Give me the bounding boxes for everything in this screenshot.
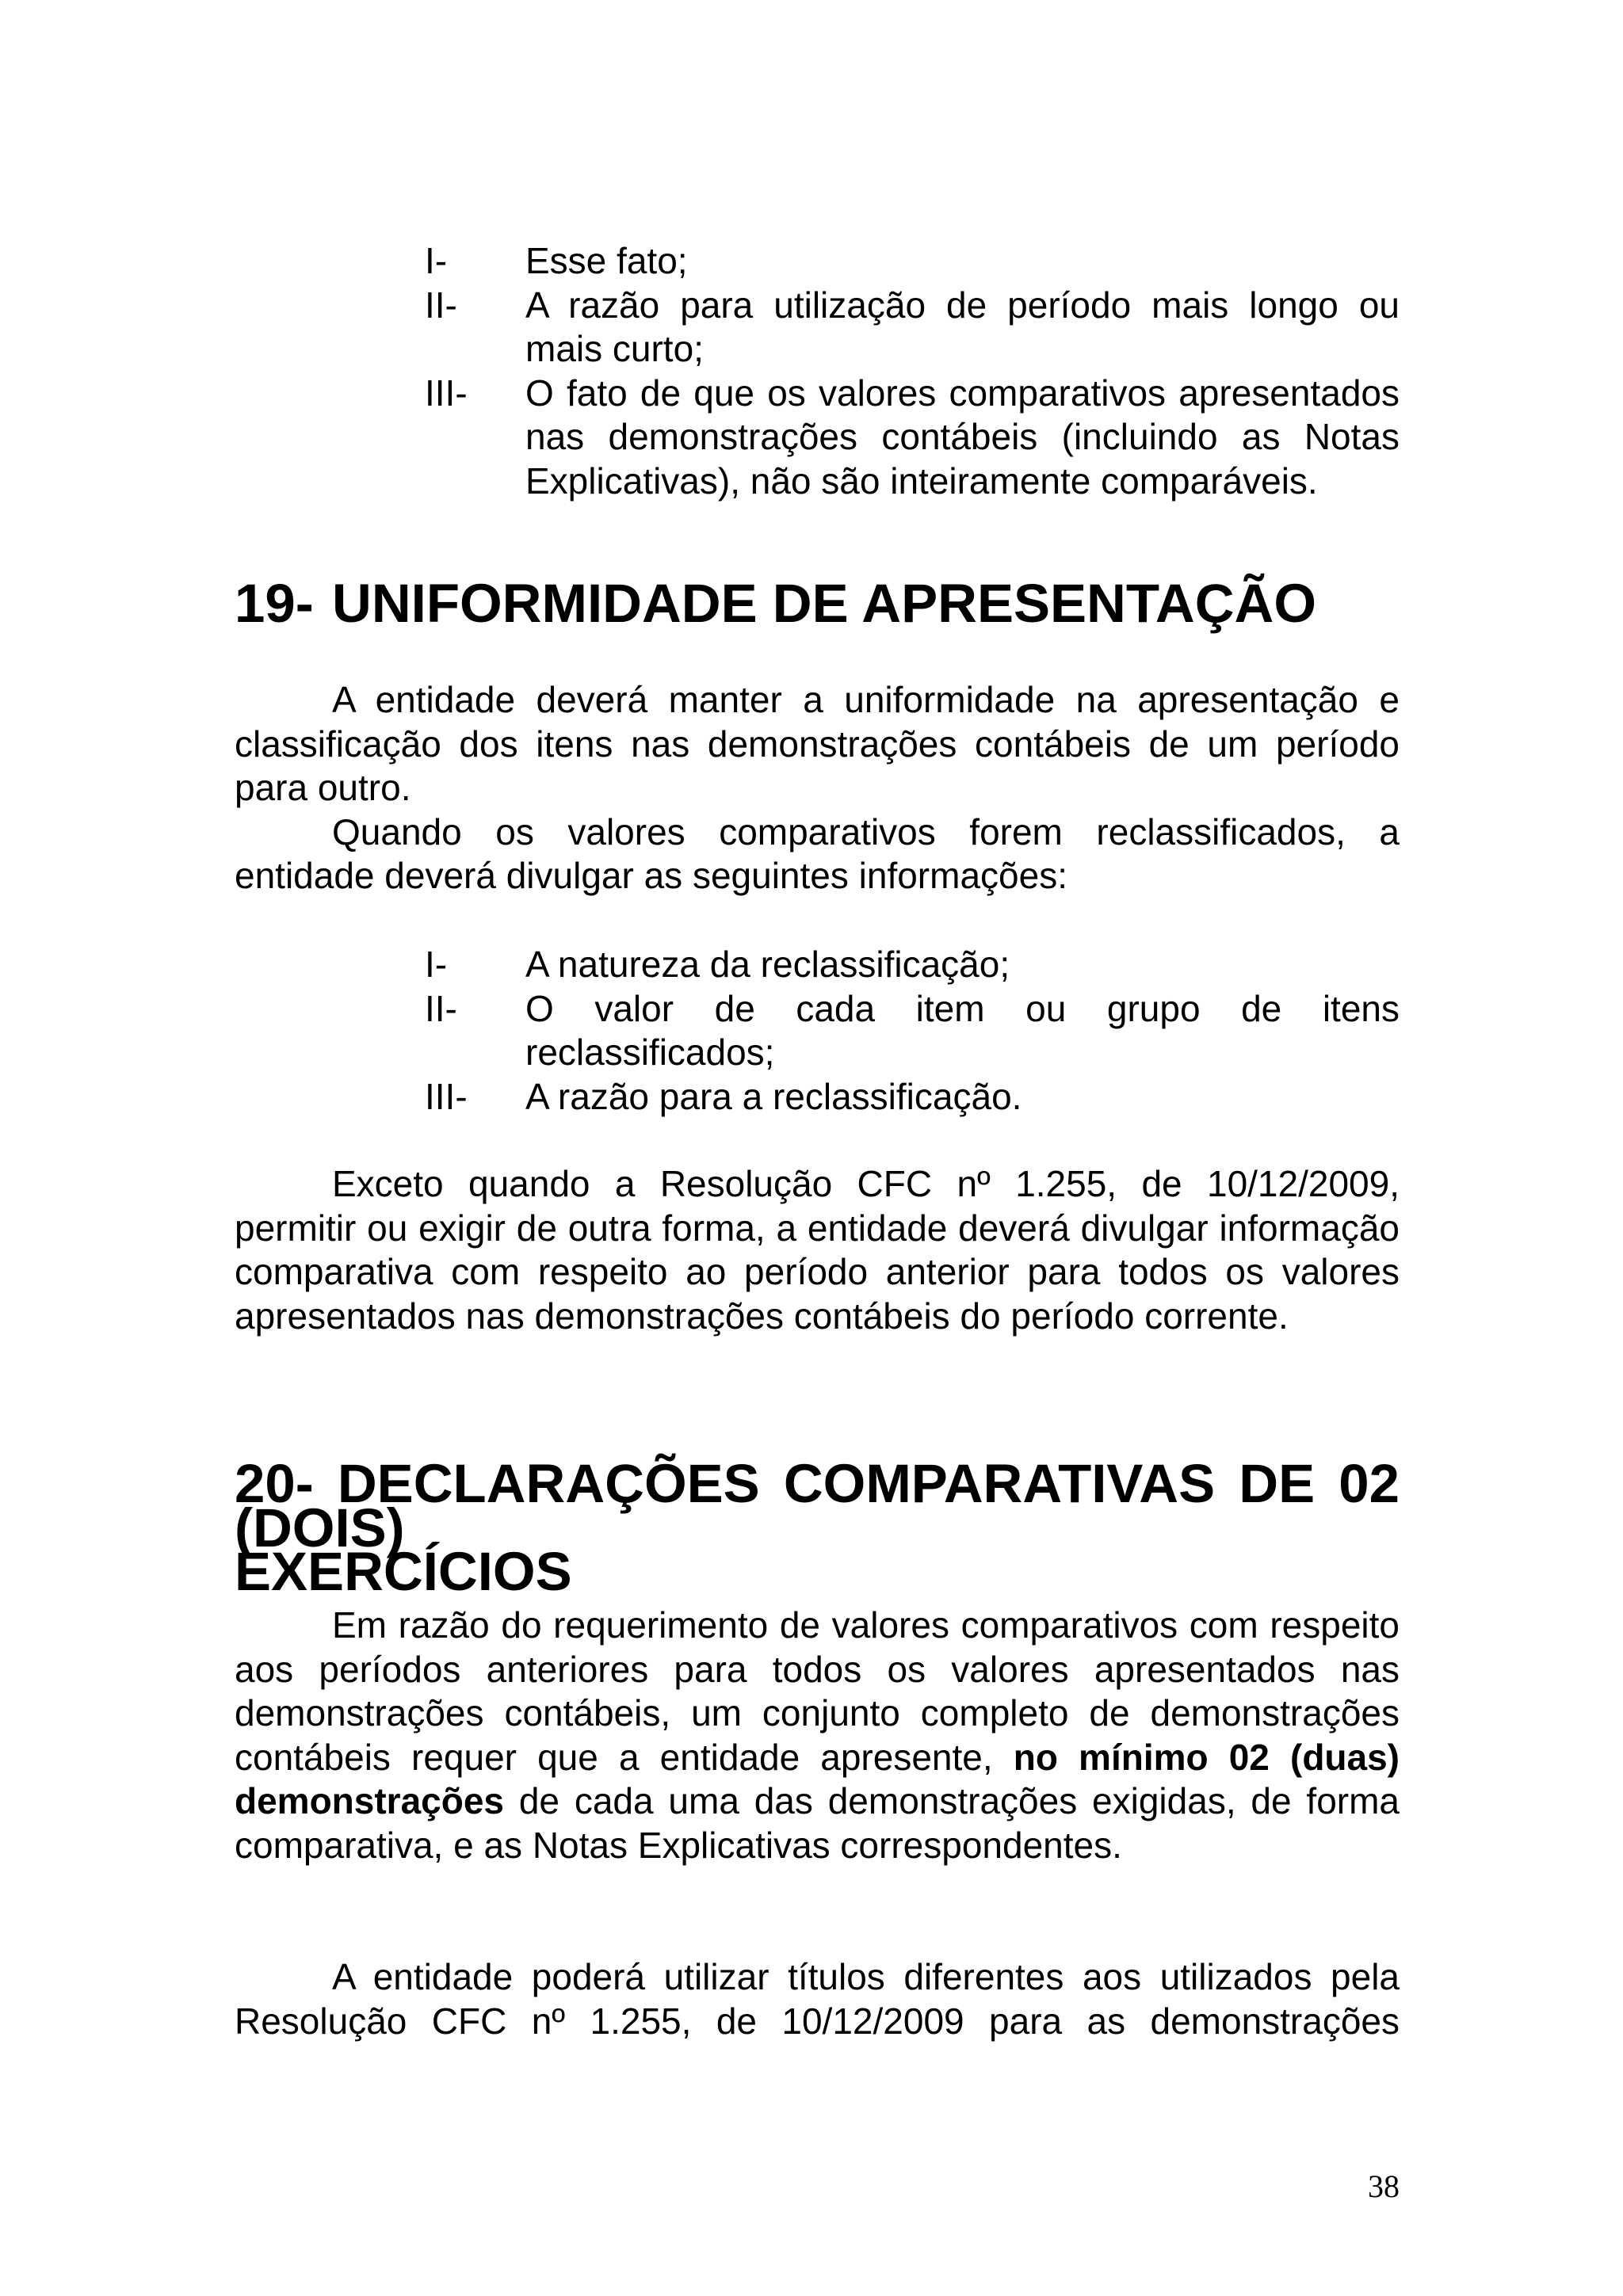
section-19-list-block xyxy=(235,943,1400,1119)
list-item xyxy=(235,239,1400,284)
list-item-number: III- xyxy=(425,372,468,414)
paragraph: A entidade poderá utilizar títulos diferentes aos utilizados pela Resolução CFC nº 1.255, de 10/12/2009 para as demonstrações xyxy=(235,1956,1400,2042)
section-19-title xyxy=(235,573,1400,634)
list-item-number: I- xyxy=(425,944,448,985)
emphasis-text: no mínimo 02 (duas) demonstrações xyxy=(235,1736,1400,1822)
section-20-heading xyxy=(235,1453,1400,1603)
list-item-text: A razão para utilização de período mais longo ou mais curto; xyxy=(525,284,1400,370)
list-item-number: II- xyxy=(425,987,457,1029)
list-item-number: II- xyxy=(425,284,457,326)
section-19-list xyxy=(235,943,1400,1119)
section-19-title-text: UNIFORMIDADE DE APRESENTAÇÃO xyxy=(332,573,1317,634)
list-item-text: A natureza da reclassificação; xyxy=(525,944,1010,985)
list-a-block xyxy=(235,239,1400,504)
paragraph-text: Em razão do requerimento de valores comparativos com respeito aos períodos anteriores para todos os valores apresentados nas demonstrações contábeis, um conjunto completo de demonstrações contábeis requer que a entidade apresente, xyxy=(235,1604,1400,1778)
list-a xyxy=(235,239,1400,504)
list-item-number: III- xyxy=(425,1075,468,1117)
section-20-para-1 xyxy=(235,1604,1400,1868)
list-item-number: I- xyxy=(425,240,448,281)
paragraph: Quando os valores comparativos forem reclassificados, a entidade deverá divulgar as seguintes informações: xyxy=(235,810,1400,897)
section-20-para-2 xyxy=(235,1955,1400,2043)
section-19-number: 19- xyxy=(235,573,314,634)
list-item xyxy=(235,1075,1400,1119)
section-19-closing xyxy=(235,1162,1400,1338)
list-item-text: O valor de cada item ou grupo de itens reclassificados; xyxy=(525,987,1400,1074)
list-item-text: A razão para a reclassificação. xyxy=(525,1075,1022,1117)
section-20-title-line-1: 20- DECLARAÇÕES COMPARATIVAS DE 02 (DOIS) xyxy=(235,1453,1400,1558)
list-item xyxy=(235,943,1400,987)
page-number: 38 xyxy=(1368,2168,1400,2204)
section-19-heading xyxy=(235,573,1400,634)
paragraph: A entidade deverá manter a uniformidade na apresentação e classificação dos itens nas demonstrações contábeis de um período para outro. xyxy=(235,679,1400,809)
list-item-text: Esse fato; xyxy=(525,240,688,281)
section-20-title-line-2: EXERCÍCIOS xyxy=(235,1541,572,1603)
list-item xyxy=(235,284,1400,372)
paragraph: Exceto quando a Resolução CFC nº 1.255, de 10/12/2009, permitir ou exigir de outra forma, a entidade deverá divulgar informação comparativa com respeito ao período anterior para todos os valores apresentados nas demonstrações contábeis do período corrente. xyxy=(235,1163,1400,1337)
list-item-text: O fato de que os valores comparativos apresentados nas demonstrações contábeis (incluindo as Notas Explicativas), não são inteiramente comparáveis. xyxy=(525,372,1400,502)
list-item xyxy=(235,372,1400,504)
paragraph xyxy=(235,1604,1400,1868)
list-item xyxy=(235,987,1400,1075)
paragraph-text: de cada uma das demonstrações exigidas, de forma comparativa, e as Notas Explicativas correspondentes. xyxy=(235,1780,1400,1866)
section-19-intro xyxy=(235,678,1400,898)
